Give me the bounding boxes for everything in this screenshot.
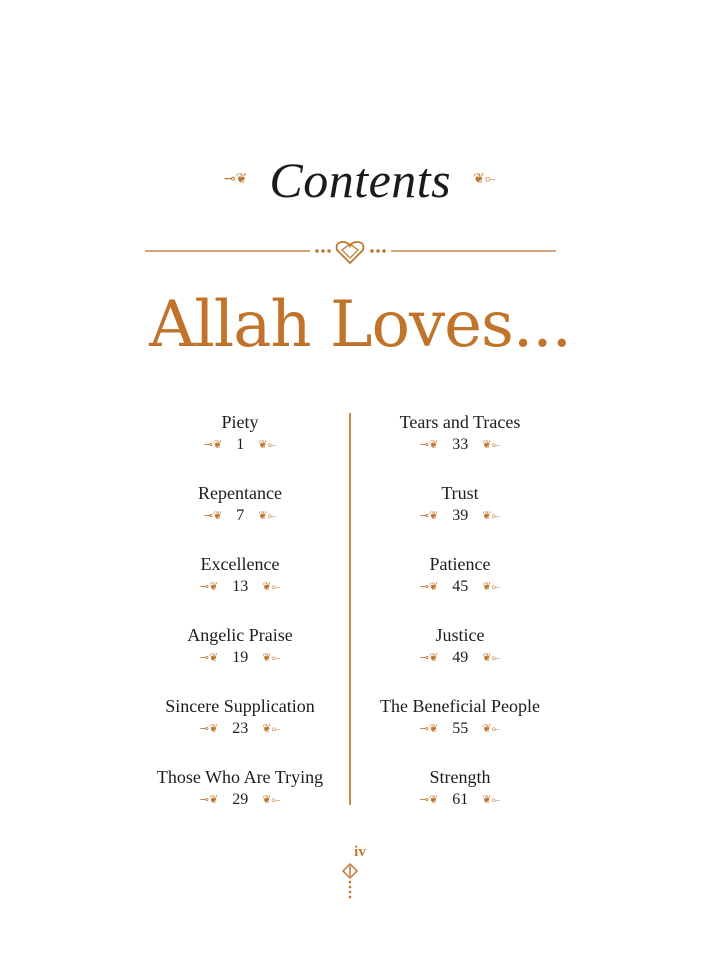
toc-entry[interactable]: [125, 481, 355, 552]
toc-entry[interactable]: [125, 410, 355, 481]
ornament-right-icon: ❦⟜: [262, 794, 281, 806]
ornament-right-icon: ❦⟜: [482, 794, 501, 806]
ornament-left-icon: ⊸❦: [199, 652, 219, 664]
ornament-right-icon: ❦⟜: [262, 652, 281, 664]
toc-entry-title: Tears and Traces: [399, 412, 521, 432]
toc-entry-page: 55: [452, 720, 469, 737]
toc-entry-title: The Beneficial People: [380, 696, 540, 716]
toc-entry[interactable]: [345, 765, 575, 836]
toc-entry-title: Those Who Are Trying: [156, 767, 324, 787]
toc-entry-page: 61: [452, 791, 469, 808]
toc-entry-page: 1: [236, 436, 245, 453]
ornament-right-icon: ❦⟜: [262, 581, 281, 593]
toc-entry-page: 45: [452, 578, 469, 595]
toc-entry-page-row: [125, 718, 355, 740]
ornament-right-icon: ❦⟜: [482, 510, 501, 522]
bottom-ornament-icon: [340, 862, 360, 900]
toc-entry[interactable]: [125, 694, 355, 765]
page-number: iv: [354, 844, 366, 860]
toc-entry-title: Strength: [429, 767, 491, 787]
toc-entry-title: Piety: [221, 412, 259, 432]
toc-entry-page-row: [345, 434, 575, 456]
toc-entry-page-row: [125, 434, 355, 456]
toc-entry-page: 49: [452, 649, 469, 666]
section-heading: Allah Loves...: [149, 288, 571, 362]
contents-right-column: [345, 410, 575, 836]
toc-entry-page: 7: [236, 507, 245, 524]
ornament-left-icon: ⊸❦: [203, 439, 223, 451]
toc-entry[interactable]: [345, 481, 575, 552]
toc-entry-page: 39: [452, 507, 469, 524]
toc-entry[interactable]: [125, 765, 355, 836]
contents-left-column: [125, 410, 355, 836]
ornament-left-icon: ⊸❦: [199, 581, 219, 593]
toc-entry-page-row: [345, 789, 575, 811]
toc-entry[interactable]: [345, 410, 575, 481]
toc-entry-title: Patience: [429, 554, 491, 574]
toc-entry-page-row: [345, 505, 575, 527]
toc-entry-title: Angelic Praise: [187, 625, 293, 645]
ornament-right-icon: ❦⟜: [258, 439, 277, 451]
toc-entry-title: Trust: [441, 483, 479, 503]
toc-entry-page-row: [345, 647, 575, 669]
ornament-right-icon: ❦⟜: [482, 581, 501, 593]
toc-entry[interactable]: [345, 552, 575, 623]
ornament-left-icon: ⊸❦: [419, 439, 439, 451]
toc-entry-title: Sincere Supplication: [165, 696, 315, 716]
toc-entry-page: 23: [232, 720, 249, 737]
toc-entry-page: 29: [232, 791, 249, 808]
ornament-left-icon: ⊸❦: [419, 723, 439, 735]
toc-entry-page-row: [125, 647, 355, 669]
ornamental-divider: [145, 238, 556, 264]
ornament-left-icon: ⊸❦: [419, 794, 439, 806]
toc-entry-page-row: [345, 576, 575, 598]
ornament-right-icon: ❦⟜: [482, 652, 501, 664]
ornament-left-icon: ⊸❦: [419, 510, 439, 522]
toc-entry-page: 33: [452, 436, 469, 453]
ornament-left-icon: ⊸❦: [203, 510, 223, 522]
toc-entry-page-row: [345, 718, 575, 740]
ornament-right-icon: ❦⟜: [262, 723, 281, 735]
ornament-right-icon: ❦⟜: [473, 172, 497, 187]
ornament-left-icon: ⊸❦: [223, 172, 248, 187]
ornament-right-icon: ❦⟜: [482, 723, 501, 735]
toc-entry[interactable]: [125, 552, 355, 623]
ornament-right-icon: ❦⟜: [258, 510, 277, 522]
toc-entry-page-row: [125, 789, 355, 811]
toc-entry[interactable]: [345, 694, 575, 765]
ornament-left-icon: ⊸❦: [199, 794, 219, 806]
ornament-left-icon: ⊸❦: [199, 723, 219, 735]
toc-entry[interactable]: [125, 623, 355, 694]
ornament-left-icon: ⊸❦: [419, 581, 439, 593]
toc-entry-page: 19: [232, 649, 249, 666]
toc-entry-title: Excellence: [200, 554, 280, 574]
toc-entry-page: 13: [232, 578, 249, 595]
toc-entry-page-row: [125, 576, 355, 598]
toc-entry-title: Repentance: [198, 483, 282, 503]
ornament-right-icon: ❦⟜: [482, 439, 501, 451]
page-title: Contents: [269, 152, 452, 208]
toc-entry-title: Justice: [435, 625, 485, 645]
toc-entry[interactable]: [345, 623, 575, 694]
toc-entry-page-row: [125, 505, 355, 527]
title-row: [0, 150, 720, 210]
ornament-left-icon: ⊸❦: [419, 652, 439, 664]
